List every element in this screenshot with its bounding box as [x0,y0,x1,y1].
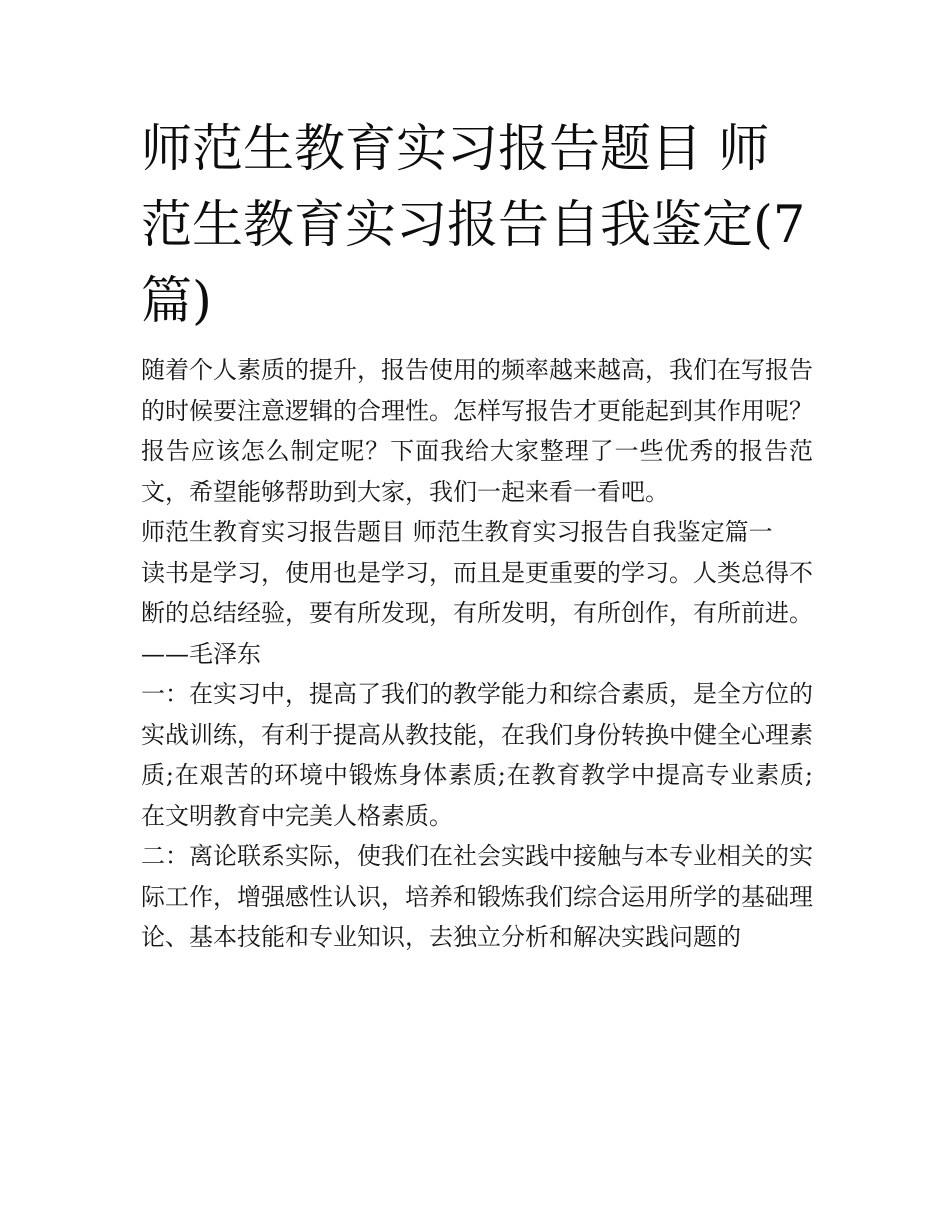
document-title: 师范生教育实习报告题目 师范生教育实习报告自我鉴定(7篇) [141,120,806,331]
section-heading: 师范生教育实习报告题目 师范生教育实习报告自我鉴定篇一 [141,518,773,546]
document-page [141,112,813,958]
point-one-paragraph: 一：在实习中，提高了我们的教学能力和综合素质，是全方位的实战训练，有利于提高从教技能，在我们身份转换中健全心理素质;在艰苦的环境中锻炼身体素质;在教育教学中提高专业素质;在文明教育中完美人格素质。 [141,680,813,830]
point-two-paragraph: 二：离论联系实际，使我们在社会实践中接触与本专业相关的实际工作，增强感性认识，培养和锻炼我们综合运用所学的基础理论、基本技能和专业知识，去独立分析和解决实践问题的 [141,842,813,951]
intro-paragraph: 随着个人素质的提升，报告使用的频率越来越高，我们在写报告的时候要注意逻辑的合理性。怎样写报告才更能起到其作用呢？报告应该怎么制定呢？下面我给大家整理了一些优秀的报告范文，希望能够帮助到大家，我们一起来看一看吧。 [141,356,813,506]
quote-paragraph: 读书是学习，使用也是学习，而且是更重要的学习。人类总得不断的总结经验，要有所发现，有所发明，有所创作，有所前进。 ——毛泽东 [141,558,813,668]
